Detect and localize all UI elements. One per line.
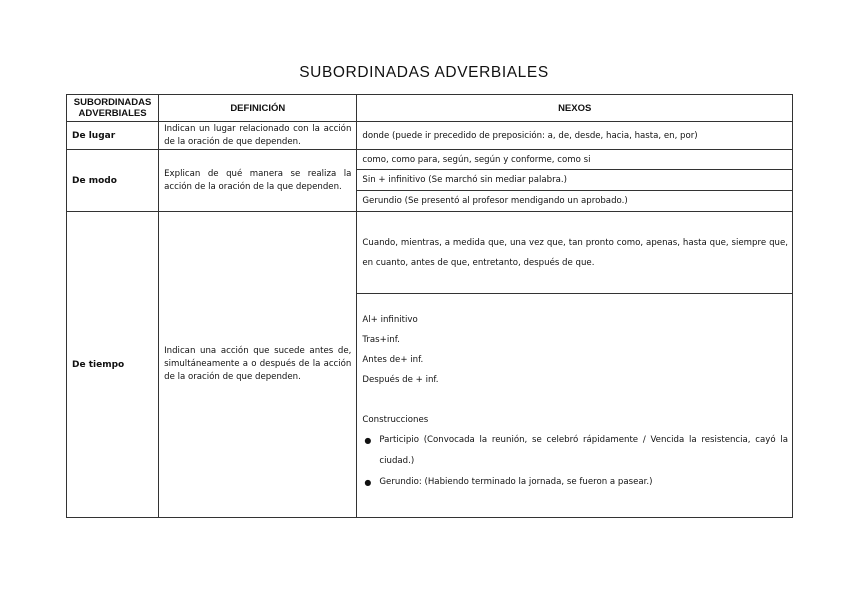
bullet-icon: ● [364,478,372,487]
bullet-icon: ● [364,436,372,445]
list-item [362,430,788,472]
row-modo [67,150,793,170]
nexo-inf-1: Al+ infinitivo [362,315,418,325]
nexo-inf-3: Antes de+ inf. [362,355,424,365]
row-label-lugar: De lugar [67,122,159,150]
header-subordinadas: SUBORDINADAS ADVERBIALES [67,95,159,122]
definition-lugar: Indican un lugar relacionado con la acción de la oración de que dependen. [159,122,357,150]
adverbial-clauses-table [66,94,793,518]
nexo-inf-2: Tras+inf. [362,335,400,345]
row-label-tiempo: De tiempo [67,212,159,518]
construcciones-label: Construcciones [362,415,429,425]
header-nexos: NEXOS [357,95,793,122]
row-lugar [67,122,793,150]
row-label-modo: De modo [67,150,159,212]
row-tiempo [67,212,793,294]
construccion-gerundio: Gerundio: (Habiendo terminado la jornada, se fueron a pasear.) [379,477,653,487]
nexos-tiempo-list [357,294,793,518]
nexo-inf-4: Después de + inf. [362,375,439,385]
header-definicion: DEFINICIÓN [159,95,357,122]
nexos-lugar: donde (puede ir precedido de preposición: a, de, desde, hacia, hasta, en, por) [357,122,793,150]
nexos-modo-2: Sin + infinitivo (Se marchó sin mediar palabra.) [357,170,793,191]
header-row [67,95,793,122]
document-title: SUBORDINADAS ADVERBIALES [299,64,549,81]
definition-tiempo: Indican una acción que sucede antes de, simultáneamente a o después de la acción de la oración de que dependen. [159,212,357,518]
nexos-tiempo-conjunctions: Cuando, mientras, a medida que, una vez que, tan pronto como, apenas, hasta que, siempre que, en cuanto, antes de que, entretanto, después de que. [357,212,793,294]
list-item [362,472,788,493]
definition-modo: Explican de qué manera se realiza la acción de la oración de la que dependen. [159,150,357,212]
construccion-participio: Participio (Convocada la reunión, se celebró rápidamente / Vencida la resistencia, cayó la ciudad.) [379,435,788,466]
construcciones-list [362,430,788,493]
nexos-modo-1: como, como para, según, según y conforme, como si [357,150,793,170]
nexos-modo-3: Gerundio (Se presentó al profesor mendigando un aprobado.) [357,191,793,212]
